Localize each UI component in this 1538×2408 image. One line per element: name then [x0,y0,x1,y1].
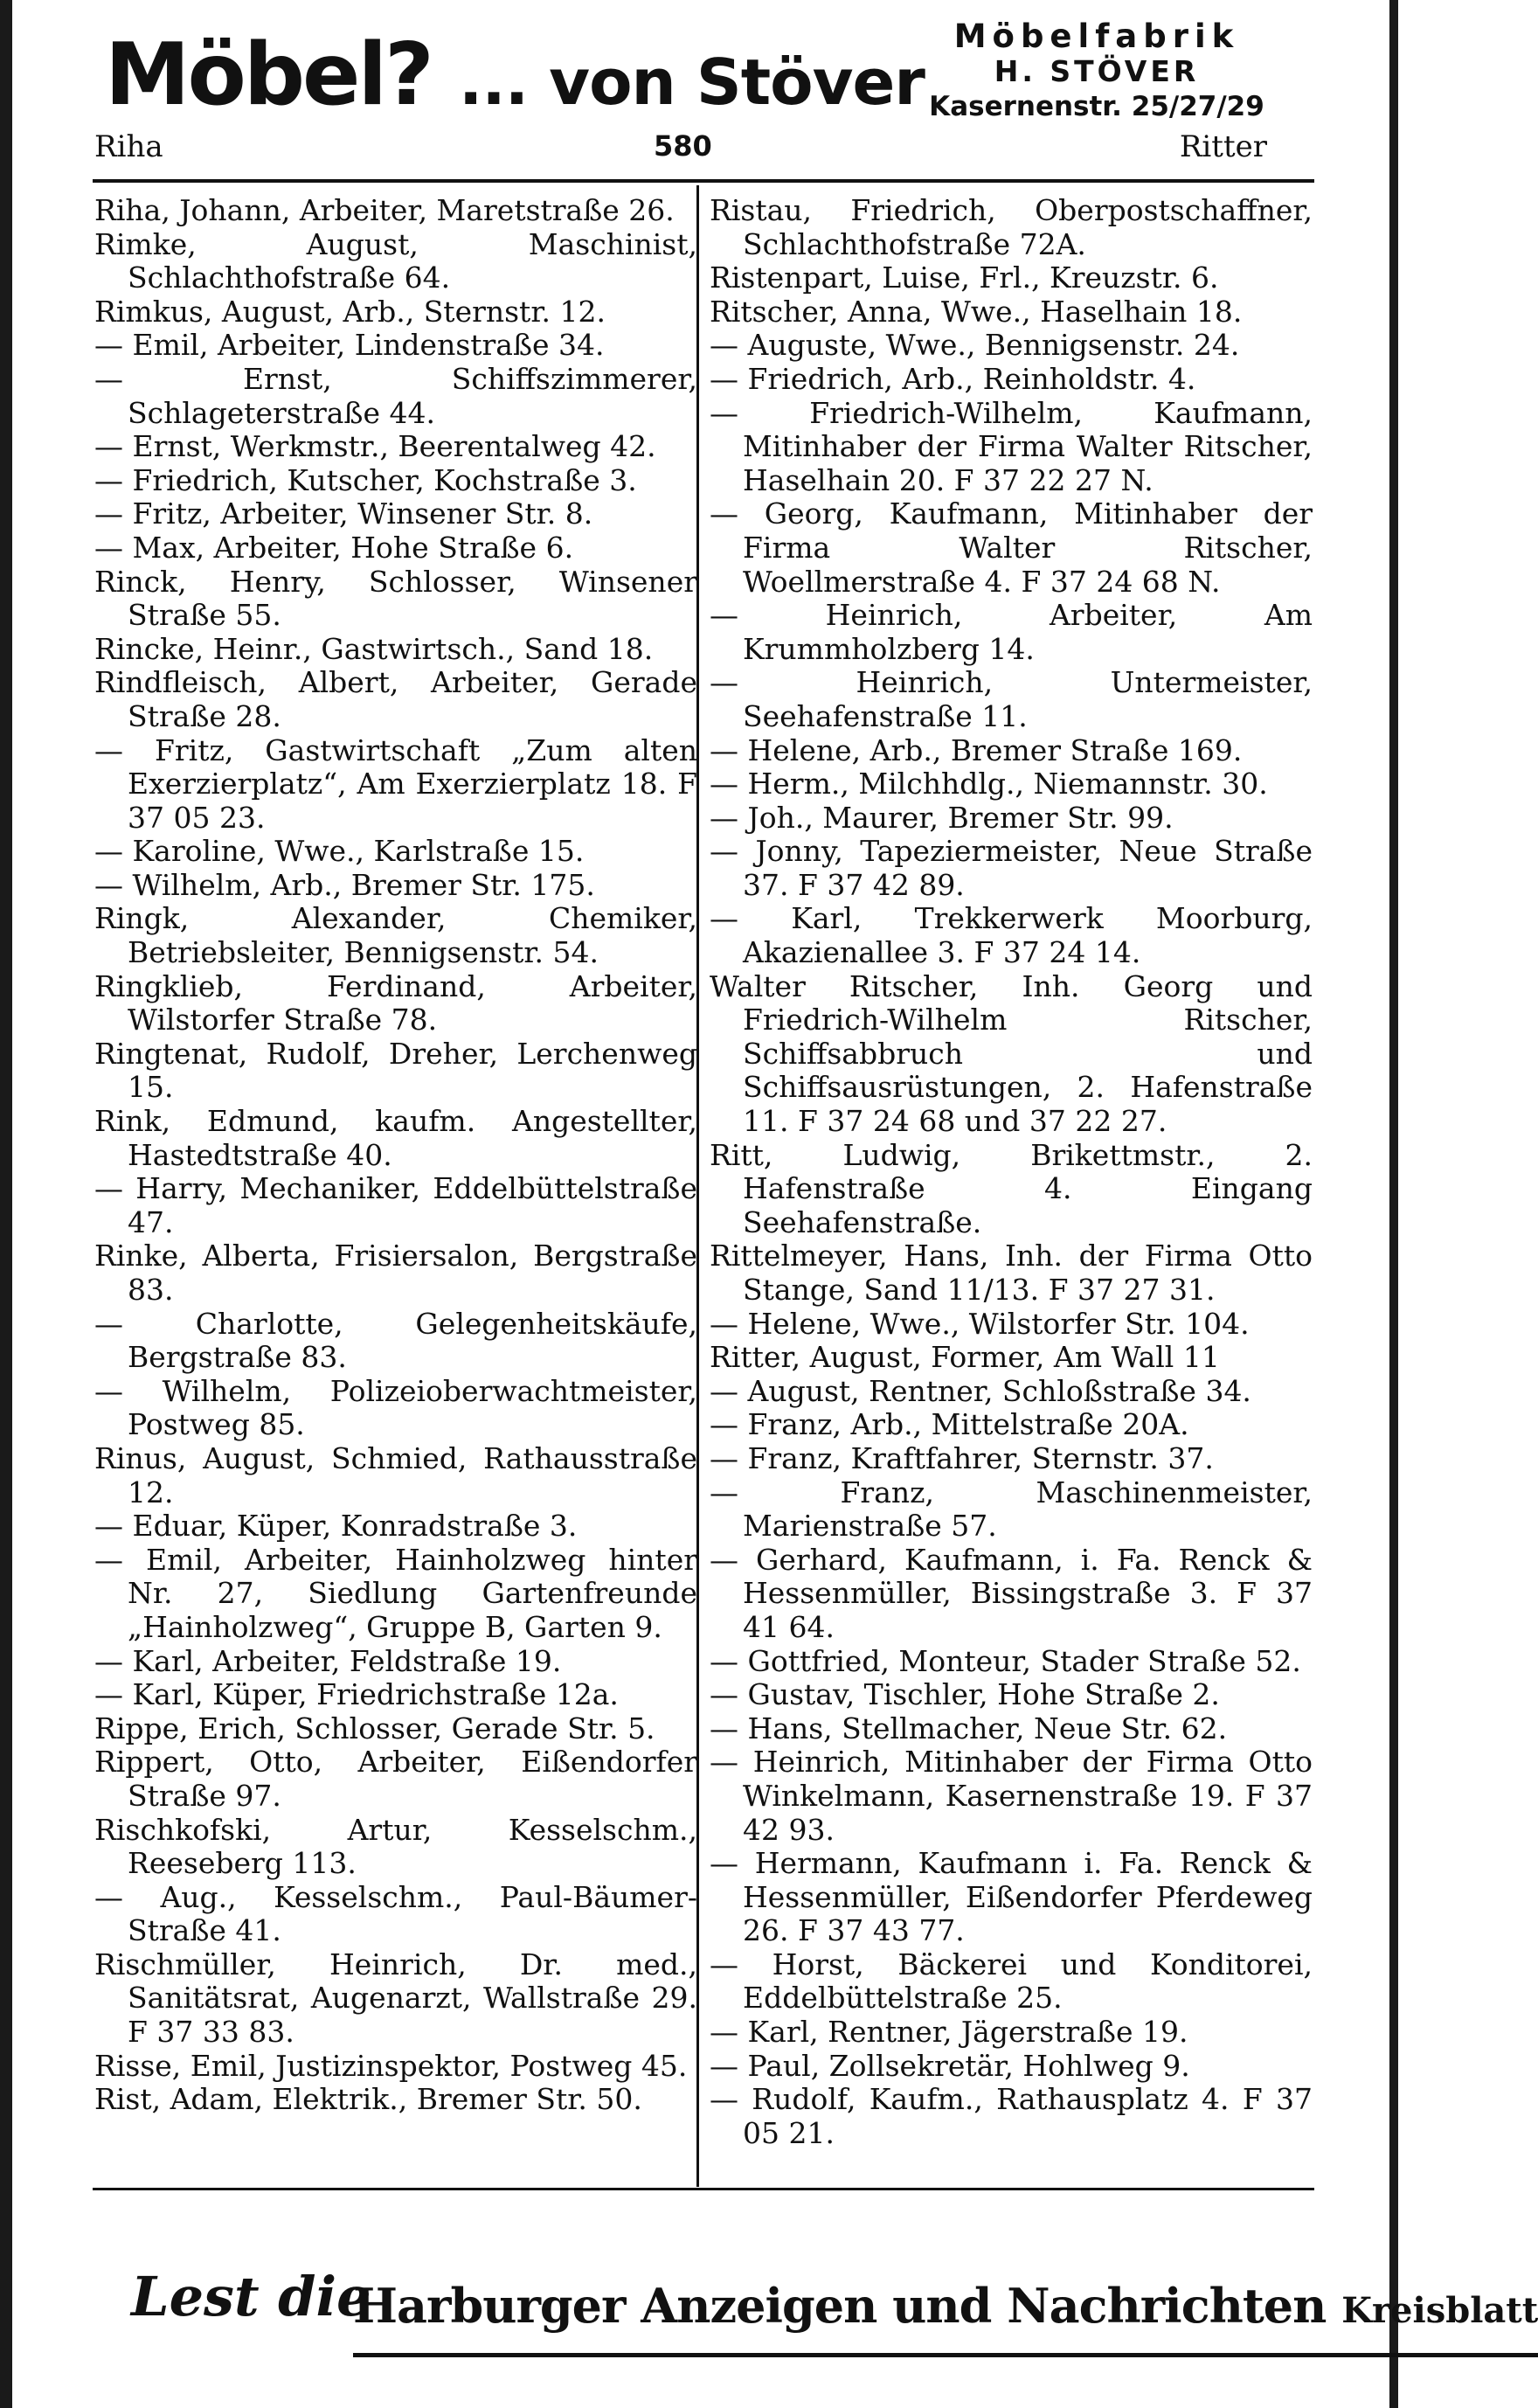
directory-entry: Ringk, Alexander, Chemiker, Betriebsleiter, Bennigsenstr. 54. [94,901,697,970]
directory-entry: — Franz, Arb., Mittelstraße 20A. [710,1407,1189,1442]
directory-entry: Ringklieb, Ferdinand, Arbeiter, Wilstorfer Straße 78. [94,968,697,1037]
directory-entry: — Karl, Küper, Friedrichstraße 12a. [94,1677,619,1712]
directory-entry: — Jonny, Tapeziermeister, Neue Straße 37. F 37 42 89. [710,834,1313,902]
directory-entry: Rincke, Heinr., Gastwirtsch., Sand 18. [94,631,654,666]
left-column [94,194,697,2117]
directory-entry: — Gustav, Tischler, Hohe Straße 2. [710,1677,1220,1712]
directory-entry: — Eduar, Küper, Konradstraße 3. [94,1509,578,1544]
directory-entry: Ritter, August, Former, Am Wall 11 [710,1340,1220,1375]
directory-entry: — Harry, Mechaniker, Eddelbüttelstraße 47. [94,1171,697,1239]
directory-entry: — Gottfried, Monteur, Stader Straße 52. [710,1643,1301,1678]
right-page-edge [1389,0,1398,2408]
directory-entry: — Paul, Zollsekretär, Hohlweg 9. [710,2048,1190,2083]
directory-entry: — Rudolf, Kaufm., Rathausplatz 4. F 37 05 21. [710,2082,1313,2150]
directory-entry: Rittelmeyer, Hans, Inh. der Firma Otto Stange, Sand 11/13. F 37 27 31. [710,1239,1313,1307]
directory-entry: Ristau, Friedrich, Oberpostschaffner, Schlachthofstraße 72A. [710,193,1313,261]
directory-entry: — Wilhelm, Polizeioberwachtmeister, Postweg 85. [94,1373,697,1442]
directory-entry: — Karl, Rentner, Jägerstraße 19. [710,2015,1188,2050]
left-page-edge [0,0,12,2408]
directory-entry: — Heinrich, Mitinhaber der Firma Otto Winkelmann, Kasernenstraße 19. F 37 42 93. [710,1745,1313,1847]
directory-entry: Rischkofski, Artur, Kesselschm., Reeseberg 113. [94,1812,697,1881]
ad-newspaper-name: Harburger Anzeigen und Nachrichten [353,2278,1327,2334]
directory-entry: — Max, Arbeiter, Hohe Straße 6. [94,530,574,565]
page-number: 580 [654,129,712,163]
directory-entry: — Fritz, Gastwirtschaft „Zum alten Exerzierplatz“, Am Exerzierplatz 18. F 37 05 23. [94,732,697,835]
ad-slogan [105,26,925,131]
directory-entry: — Emil, Arbeiter, Lindenstraße 34. [94,328,605,363]
ad-slogan-answer: ... von Stöver [459,45,925,119]
directory-entry: — Georg, Kaufmann, Mitinhaber der Firma Walter Ritscher, Woellmerstraße 4. F 37 24 68 N. [710,496,1313,599]
ad-company-type: Möbelfabrik [953,17,1240,55]
ad-newspaper-suffix: Kreisblatt [1341,2290,1538,2331]
directory-entry: Rippe, Erich, Schlosser, Gerade Str. 5. [94,1711,655,1745]
running-head [0,129,1398,173]
directory-entry: — Herm., Milchhdlg., Niemannstr. 30. [710,767,1268,802]
directory-entry: Rinus, August, Schmied, Rathausstraße 12. [94,1440,697,1509]
directory-entry: Rimke, August, Maschinist, Schlachthofstraße 64. [94,226,697,295]
directory-entry: — Aug., Kesselschm., Paul-Bäumer-Straße 41. [94,1879,697,1948]
directory-entry: — Gerhard, Kaufmann, i. Fa. Renck & Hessenmüller, Bissingstraße 3. F 37 41 64. [710,1542,1313,1644]
directory-entry: Rinck, Henry, Schlosser, Winsener Straße 55. [94,564,697,633]
footer-rule [93,2188,1314,2190]
directory-entry: Rischmüller, Heinrich, Dr. med., Sanitätsrat, Augenarzt, Wallstraße 29. F 37 33 83. [94,1947,697,2050]
top-advertisement [105,19,1276,128]
directory-entry: — Horst, Bäckerei und Konditorei, Eddelbüttelstraße 25. [710,1947,1313,2016]
directory-entry: Ristenpart, Luise, Frl., Kreuzstr. 6. [710,260,1219,295]
directory-entry: — Friedrich, Arb., Reinholdstr. 4. [710,361,1196,396]
ad-newspaper-title [353,2267,1538,2357]
directory-entry: Rink, Edmund, kaufm. Angestellter, Hastedtstraße 40. [94,1104,697,1172]
directory-entry: — Hans, Stellmacher, Neue Str. 62. [710,1711,1228,1745]
directory-entry: — Wilhelm, Arb., Bremer Str. 175. [94,867,595,902]
ad-lead-text: Lest die [131,2265,371,2328]
directory-entry: Rippert, Otto, Arbeiter, Eißendorfer Straße 97. [94,1745,697,1813]
directory-entry: — Franz, Maschinenmeister, Marienstraße 57. [710,1475,1313,1544]
directory-entry: — Karoline, Wwe., Karlstraße 15. [94,834,585,869]
ad-company-address: Kasernenstr. 25/27/29 [929,91,1264,122]
ad-slogan-question: Möbel? [105,25,432,125]
directory-entry: — August, Rentner, Schloßstraße 34. [710,1373,1251,1408]
directory-entry: — Heinrich, Untermeister, Seehafenstraße 11. [710,665,1313,733]
directory-entry: — Auguste, Wwe., Bennigsenstr. 24. [710,328,1240,363]
directory-entry: — Franz, Kraftfahrer, Sternstr. 37. [710,1440,1214,1475]
directory-entry: — Joh., Maurer, Bremer Str. 99. [710,800,1174,835]
last-entry-keyword: Ritter [1179,129,1267,164]
directory-entry: — Fritz, Arbeiter, Winsener Str. 8. [94,496,593,531]
directory-entry: — Karl, Trekkerwerk Moorburg, Akazienallee 3. F 37 24 14. [710,901,1313,970]
directory-entry: Rindfleisch, Albert, Arbeiter, Gerade Straße 28. [94,665,697,733]
directory-entry: Ritt, Ludwig, Brikettmstr., 2. Hafenstraße 4. Eingang Seehafenstraße. [710,1137,1313,1239]
bottom-advertisement [131,2264,1538,2369]
directory-entry: — Hermann, Kaufmann i. Fa. Renck & Hessenmüller, Eißendorfer Pferdeweg 26. F 37 43 77. [710,1846,1313,1948]
directory-entry: — Ernst, Werkmstr., Beerentalweg 42. [94,429,656,464]
directory-entry: Ritscher, Anna, Wwe., Haselhain 18. [710,294,1243,329]
ad-company-block [918,19,1276,124]
directory-entry: — Friedrich-Wilhelm, Kaufmann, Mitinhaber der Firma Walter Ritscher, Haselhain 20. F 37 22 27 N. [710,395,1313,497]
first-entry-keyword: Riha [94,129,163,164]
directory-entry: — Heinrich, Arbeiter, Am Krummholzberg 14. [710,598,1313,666]
directory-entry: Risse, Emil, Justizinspektor, Postweg 45. [94,2048,688,2083]
right-column [710,194,1313,2150]
directory-entry: — Emil, Arbeiter, Hainholzweg hinter Nr. 27, Siedlung Gartenfreunde „Hainholzweg“, Gruppe B, Garten 9. [94,1542,697,1644]
directory-entry: Rist, Adam, Elektrik., Bremer Str. 50. [94,2082,642,2117]
directory-entry: — Friedrich, Kutscher, Kochstraße 3. [94,462,637,497]
ad-company-name: H. STÖVER [994,54,1200,88]
directory-entry: — Helene, Wwe., Wilstorfer Str. 104. [710,1306,1250,1341]
directory-entry: — Helene, Arb., Bremer Straße 169. [710,732,1243,767]
directory-entry: Rinke, Alberta, Frisiersalon, Bergstraße 83. [94,1239,697,1307]
directory-entry: Walter Ritscher, Inh. Georg und Friedrich-Wilhelm Ritscher, Schiffsabbruch und Schiffsausrüstungen, 2. Hafenstraße 11. F 37 24 68 und 37 22 27. [710,968,1313,1139]
directory-entry: Ringtenat, Rudolf, Dreher, Lerchenweg 15. [94,1036,697,1105]
directory-entry: — Karl, Arbeiter, Feldstraße 19. [94,1643,562,1678]
directory-entry: — Charlotte, Gelegenheitskäufe, Bergstraße 83. [94,1306,697,1375]
header-rule [93,179,1314,183]
directory-entry: Rimkus, August, Arb., Sternstr. 12. [94,294,606,329]
directory-entry: Riha, Johann, Arbeiter, Maretstraße 26. [94,193,675,227]
directory-entry: — Ernst, Schiffszimmerer, Schlageterstraße 44. [94,361,697,430]
